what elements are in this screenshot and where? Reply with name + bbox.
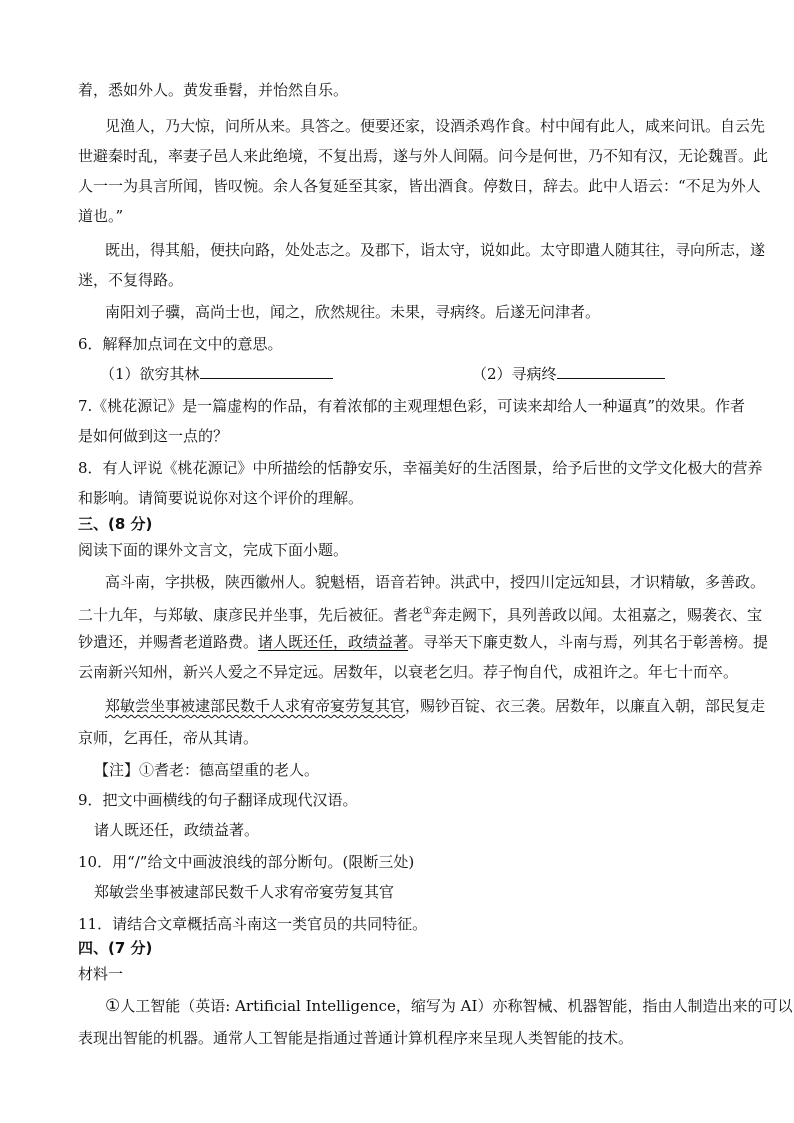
passage-line: 京师，乞再任，帝从其请。 [78,729,259,747]
section-4-heading: 四、(7 分) [78,939,153,957]
question-11: 11．请结合文章概括高斗南这一类官员的共同特征。 [78,915,428,933]
question-10: 10．用“/”给文中画波浪线的部分断句。(限断三处) [78,853,415,871]
passage-text: 。寻举天下廉吏数人，斗南与焉，列其名于彰善榜。提 [408,633,769,651]
passage-line: 迷，不复得路。 [78,271,184,289]
question-7: 7.《桃花源记》是一篇虚构的作品，有着浓郁的主观理想色彩，可读来却给人一种逼真”的效果。作者 [78,397,745,415]
passage-line: 着，悉如外人。黄发垂髫，并怡然自乐。 [78,81,349,99]
question-6-item-1 [100,364,333,384]
question-9: 9．把文中画横线的句子翻译成现代汉语。 [78,791,358,809]
question-10-sentence: 郑敏尝坐事被逮部民数千人求宥帝宴劳复其官 [94,883,395,901]
passage-line: 高斗南，字拱极，陕西徽州人。貌魁梧，语音若钟。洪武中，授四川定远知县，才识精敏，多善政。 [105,573,766,591]
passage-line: 云南新兴知州，新兴人爱之不异定远。居数年，以衰老乞归。荐子恂自代，成祖许之。年七十而卒。 [78,663,739,681]
passage-line: 人一一为具言所闻，皆叹惋。余人各复延至其家，皆出酒食。停数日，辞去。此中人语云：“不足为外人 [78,177,761,195]
passage-line: 既出，得其船，便扶向路，处处志之。及郡下，诣太守，说如此。太守即遣人随其往，寻向所志，遂 [105,241,766,259]
passage-text: 奔走阙下，具列善政以闻。太祖嘉之，赐袭衣、宝 [431,606,762,624]
passage-line [105,996,792,1016]
passage-line: 见渔人，乃大惊，问所从来。具答之。便要还家，设酒杀鸡作食。村中闻有此人，咸来问讯。自云先 [105,117,766,135]
passage-line: 世避秦时乱，率妻子邑人来此绝境，不复出焉，遂与外人间隔。问今是何世，乃不知有汉，无论魏晋。此 [78,147,769,165]
question-6: 6．解释加点词在文中的意思。 [78,335,283,353]
question-6-item-2-label: （2）寻病终 [472,365,557,383]
question-8-line-2: 和影响。请简要说说你对这个评价的理解。 [78,489,364,507]
passage-text: ，赐钞百锭、衣三袭。居数年，以廉直入朝，部民复走 [405,697,766,715]
passage-text: 钞遣还，并赐耆老道路费。 [78,633,259,651]
footnote-marker: ① [423,606,432,617]
question-7-line-2: 是如何做到这一点的？ [78,427,229,445]
paragraph-number: ① [105,996,121,1016]
passage-line [105,696,765,716]
passage-line: 南阳刘子骥，高尚士也，闻之，欣然规往。未果，寻病终。后遂无问津者。 [105,303,601,321]
answer-blank[interactable] [200,364,333,379]
underlined-sentence: 诸人既还任，政绩益著 [258,633,409,651]
passage-text: 人工智能（英语: Artificial Intelligence，缩写为 AI）亦称智械、机器智能，指由人制造出来的可以 [120,997,793,1015]
answer-blank[interactable] [557,364,665,379]
passage-line [78,632,768,652]
material-label: 材料一 [78,965,124,983]
question-9-sentence: 诸人既还任，政绩益著。 [94,821,260,839]
section-3-heading: 三、(8 分) [78,515,153,533]
passage-line: 道也。” [78,207,124,225]
question-8: 8．有人评说《桃花源记》中所描绘的恬静安乐，幸福美好的生活图景，给予后世的文学文化极大的营养 [78,459,763,477]
passage-line [78,602,762,625]
passage-text: 二十九年，与郑敏、康彦民并坐事，先后被征。耆老 [78,606,424,624]
question-6-item-2 [472,364,665,384]
question-6-item-1-label: （1）欲穷其林 [100,365,200,383]
footnote: 【注】①耆老：德高望重的老人。 [94,761,320,779]
section-3-intro: 阅读下面的课外文言文，完成下面小题。 [78,541,349,559]
passage-line: 表现出智能的机器。通常人工智能是指通过普通计算机程序来呈现人类智能的技术。 [78,1029,634,1047]
wavy-underlined-sentence: 郑敏尝坐事被逮部民数千人求宥帝宴劳复其官 [105,697,406,715]
